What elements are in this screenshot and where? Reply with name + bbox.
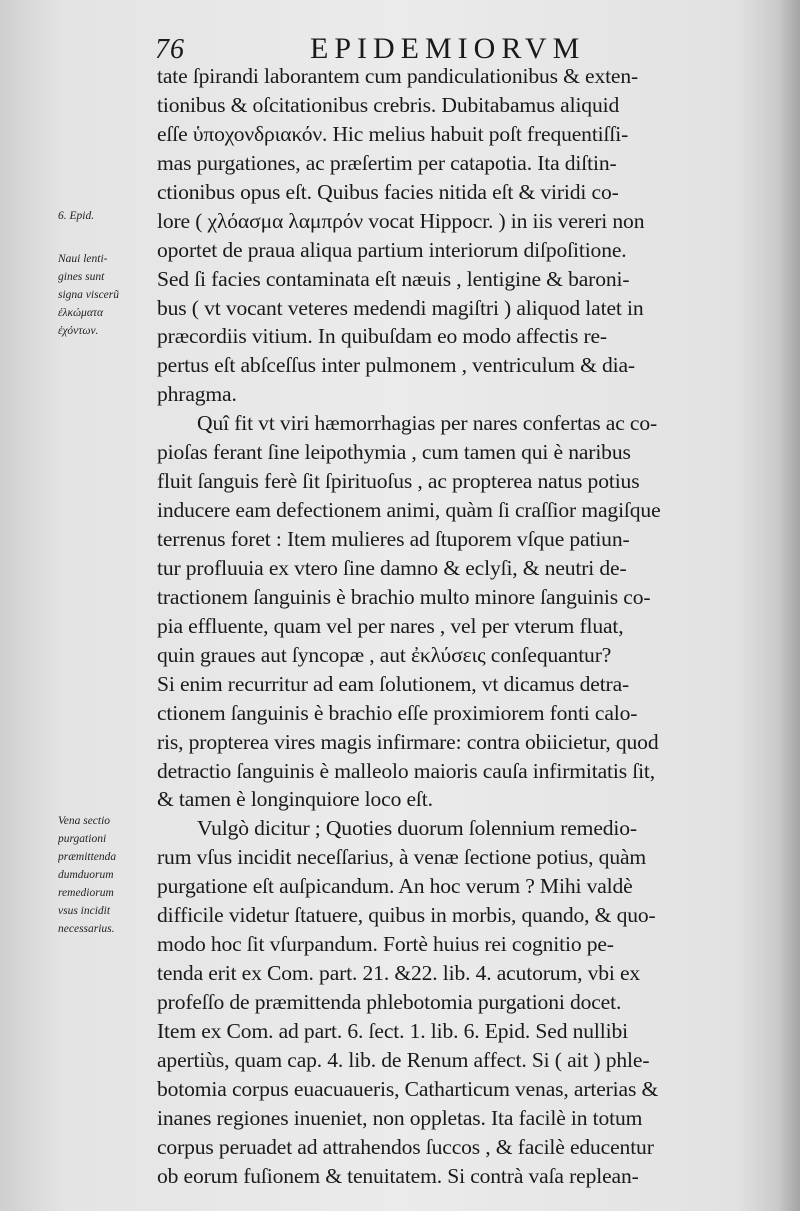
text-line: ris, propterea vires magis infirmare: contra obiicietur, quod	[157, 729, 659, 754]
page-edge-shadow	[778, 0, 800, 1211]
marginal-note-epid	[58, 207, 154, 225]
text-line: ctionibus opus eſt. Quibus facies nitida eſt & viridi co-	[157, 179, 619, 204]
text-line: difficile videtur ſtatuere, quibus in morbis, quando, & quo-	[157, 903, 656, 928]
marginal-line: remediorum	[58, 887, 114, 899]
paragraph-3	[157, 814, 762, 1190]
marginal-line: signa viscerũ	[58, 289, 120, 301]
text-line: inducere eam defectionem animi, quàm ſi craſſior magiſque	[157, 498, 661, 523]
paragraph-1	[157, 62, 762, 409]
text-line: & tamen è longinquiore loco eſt.	[157, 787, 433, 812]
text-line: botomia corpus euacuaueris, Catharticum venas, arterias &	[157, 1076, 659, 1101]
text-line: corpus peruadet ad attrahendos ſuccos , & facilè educentur	[157, 1134, 654, 1159]
text-line: Si enim recurritur ad eam ſolutionem, vt dicamus detra-	[157, 671, 630, 696]
marginal-line: præmittenda	[58, 851, 117, 863]
text-line: tionibus & oſcitationibus crebris. Dubitabamus aliquid	[157, 92, 620, 117]
text-line: apertiùs, quam cap. 4. lib. de Renum affect. Si ( ait ) phle-	[157, 1047, 650, 1072]
marginal-line: dumduorum	[58, 869, 114, 881]
running-title: EPIDEMIORVM	[310, 32, 586, 65]
text-line: præcordiis vitium. In quibuſdam eo modo affectis re-	[157, 324, 607, 349]
marginal-note-naevi	[58, 250, 154, 340]
text-line: profeſſo de præmittenda phlebotomia purgationi docet.	[157, 990, 622, 1014]
text-line: pertus eſt abſceſſus inter pulmonem , ventriculum & dia-	[157, 353, 635, 378]
marginal-line: vsus incidit	[58, 905, 111, 917]
text-line: mas purgationes, ac præſertim per catapotia. Ita diſtin-	[157, 150, 617, 175]
marginal-line: 6. Epid.	[58, 210, 95, 222]
text-line: modo hoc ſit vſurpandum. Fortè huius rei cognitio pe-	[157, 932, 614, 957]
text-line: purgatione eſt auſpicandum. An hoc verum ? Mihi valdè	[157, 874, 633, 899]
marginal-line: ἐλκώματα	[58, 307, 104, 319]
marginal-note-vena-sectio	[58, 812, 154, 938]
text-line: bus ( vt vocant veteres medendi magiſtri ) aliquod latet in	[157, 295, 644, 320]
text-line: tractionem ſanguinis è brachio multo minore ſanguinis co-	[157, 584, 651, 609]
text-line: fluit ſanguis ferè ſit ſpirituoſus , ac propterea natus potius	[157, 469, 640, 494]
marginal-line: gines sunt	[58, 271, 105, 283]
text-line: terrenus foret : Item mulieres ad ſtuporem vſque patiun-	[157, 527, 630, 551]
text-line: detractio ſanguinis è malleolo maioris cauſa infirmitatis ſit,	[157, 758, 656, 783]
text-line: quin graues aut ſyncopæ , aut ἐκλύσεις conſequantur?	[157, 642, 612, 667]
text-line: Quî fit vt viri hæmorrhagias per nares confertas ac co-	[197, 411, 658, 436]
text-line: inanes regiones inueniet, non oppletas. Ita facilè in totum	[157, 1105, 643, 1130]
text-line: ob eorum fuſionem & tenuitatem. Si contrà vaſa replean-	[157, 1163, 639, 1188]
text-line: pioſas ferant ſine leipothymia , cum tamen qui è naribus	[157, 440, 631, 465]
text-line: Vulgò dicitur ; Quoties duorum ſolennium remedio-	[197, 816, 637, 841]
text-line: phragma.	[157, 382, 237, 407]
text-line: Item ex Com. ad part. 6. ſect. 1. lib. 6. Epid. Sed nullibi	[157, 1018, 628, 1043]
marginal-line: Naui lenti-	[58, 253, 108, 265]
marginal-line: purgationi	[58, 833, 107, 845]
marginal-line: Vena sectio	[58, 815, 111, 827]
text-line: oportet de praua aliqua partium interiorum diſpoſitione.	[157, 237, 627, 262]
marginal-line: necessarius.	[58, 923, 115, 935]
text-line: lore ( χλόασμα λαμπρόν vocat Hippocr. ) in iis vereri non	[157, 208, 645, 233]
marginal-line: ἐχόντων.	[58, 325, 99, 337]
main-text	[157, 62, 762, 1191]
text-line: tur profluuia ex vtero ſine damno & eclyſi, & neutri de-	[157, 555, 627, 580]
text-line: pia effluente, quam vel per nares , vel per vterum fluat,	[157, 613, 624, 638]
text-line: tate ſpirandi laborantem cum pandiculationibus & exten-	[157, 64, 639, 88]
text-line: rum vſus incidit neceſſarius, à venæ ſectione potius, quàm	[157, 845, 647, 870]
text-line: eſſe ὑποχονδριακόν. Hic melius habuit poſt frequentiſſi-	[157, 121, 629, 146]
text-line: tenda erit ex Com. part. 21. &22. lib. 4. acutorum, vbi ex	[157, 961, 641, 986]
text-line: ctionem ſanguinis è brachio eſſe proximiorem fonti calo-	[157, 700, 638, 725]
page-number: 76	[155, 34, 185, 65]
text-line: Sed ſi facies contaminata eſt næuis , lentigine & baroni-	[157, 266, 630, 291]
paragraph-2	[157, 409, 762, 814]
page-header	[155, 30, 755, 66]
